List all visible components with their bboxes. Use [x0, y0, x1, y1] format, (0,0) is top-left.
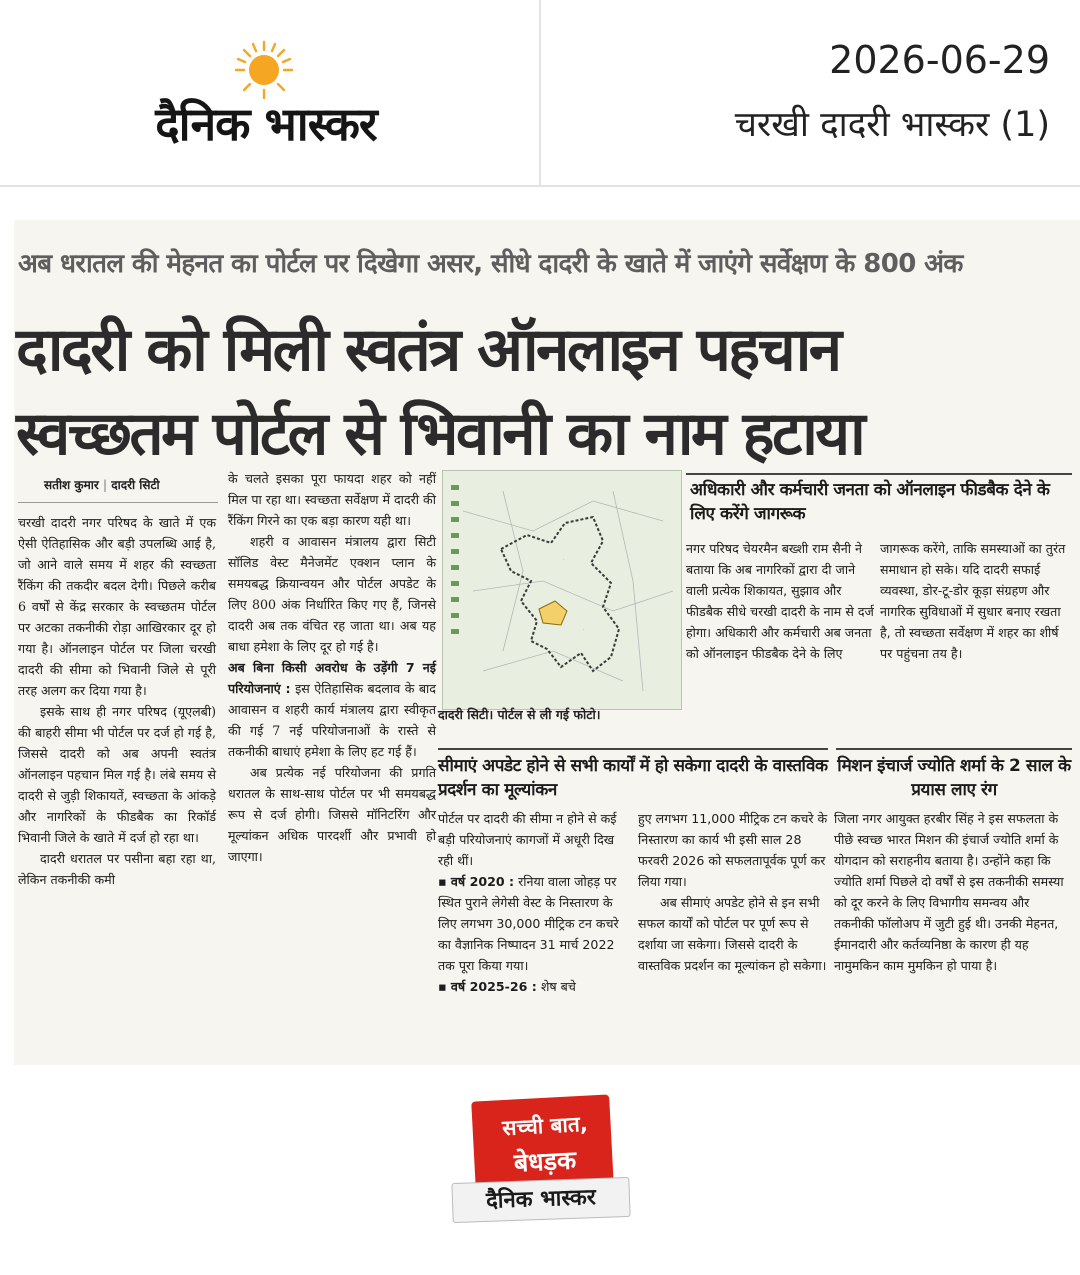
col2-paragraph: अब प्रत्येक नई परियोजना की प्रगति धरातल के साथ-साथ पोर्टल पर भी समयबद्ध रूप से दर्ज होगी। जिससे मॉनिटरिंग और मूल्यांकन अधिक पारदर्शी और प्रभावी हो जाएगा। — [228, 765, 436, 864]
subhead-rule — [686, 473, 1072, 475]
column-1 — [18, 512, 216, 890]
district-map-graphic — [443, 471, 682, 710]
logo-wordmark: दैनिक भास्कर — [155, 97, 377, 151]
column-2 — [228, 468, 436, 867]
article-kicker: अब धरातल की मेहनत का पोर्टल पर दिखेगा असर, सीधे दादरी के खाते में जाएंगे सर्वेक्षण के 800 अंक — [18, 249, 963, 279]
dainik-bhaskar-logo — [106, 40, 426, 152]
col2-paragraph: इस ऐतिहासिक बदलाव के बाद आवासन व शहरी कार्य मंत्रालय द्वारा स्वीकृत की गई 7 नई परियोजनाओं के रास्ते से तकनीकी बाधाएं हमेशा के लिए हट गई हैं। — [228, 681, 436, 759]
boundaries-paragraph: हुए लगभग 11,000 मीट्रिक टन कचरे के निस्तारण का कार्य भी इसी साल 28 फरवरी 2026 को सफलतापूर्वक पूर्ण कर लिया गया। — [638, 811, 828, 889]
map-caption: दादरी सिटी। पोर्टल से ली गई फोटो। — [438, 707, 601, 722]
headline-line-2: स्वच्छतम पोर्टल से भिवानी का नाम हटाया — [16, 399, 864, 469]
sun-icon — [234, 40, 294, 100]
stamp-tagline-1: सच्ची बात, — [501, 1111, 589, 1141]
byline-author: सतीश कुमार — [44, 478, 99, 492]
col2-paragraph: के चलते इसका पूरा फायदा शहर को नहीं मिल पा रहा था। स्वच्छता सर्वेक्षण में दादरी की रैंकिंग गिरने का एक बड़ा कारण यही था। — [228, 471, 436, 528]
boundaries-paragraph: रनिया वाला जोहड़ पर स्थित पुराने लेगेसी वेस्ट के निस्तारण के लिए लगभग 30,000 मीट्रिक टन कचरे का वैज्ञानिक निष्पादन 31 मार्च 2022 तक पूरा किया गया। — [438, 874, 619, 973]
boundaries-column-a — [438, 808, 630, 997]
stamp-tagline-2: बेधड़क — [513, 1145, 577, 1178]
portal-map-photo — [442, 470, 682, 710]
boundaries-paragraph: अब सीमाएं अपडेट होने से इन सभी सफल कार्यों को पोर्टल पर पूर्ण रूप से दर्शाया जा सकेगा। जिससे दादरी के वास्तविक प्रदर्शन का मूल्यांकन हो सकेगा। — [638, 895, 827, 973]
byline-place: दादरी सिटी — [111, 478, 160, 492]
byline-separator: | — [103, 478, 108, 492]
mission-incharge-column: जिला नगर आयुक्त हरबीर सिंह ने इस सफलता के पीछे स्वच्छ भारत मिशन की इंचार्ज ज्योति शर्मा के योगदान को सराहनीय बताया है। उन्होंने कहा कि ज्योति शर्मा पिछले दो वर्षों से इस तकनीकी समस्या को दूर करने के लिए विभागीय समन्वय और तकनीकी फॉलोअप में जुटी हुई थी। उनकी मेहनत, ईमानदारी और कर्तव्यनिष्ठा के कारण ही यह नामुमकिन काम मुमकिन हो पाया है। — [834, 811, 1064, 973]
year-2020-lead: ▪ वर्ष 2020 : — [438, 874, 515, 889]
subhead-rule — [438, 748, 828, 750]
subhead-rule — [836, 748, 1072, 750]
col2-lead: अब बिना किसी अवरोध के उड़ेंगी 7 नई परियोजनाएं : — [228, 660, 436, 696]
col2-paragraph: शहरी व आवासन मंत्रालय द्वारा सिटी सॉलिड वेस्ट मैनेजमेंट एक्शन प्लान के समयबद्ध क्रियान्वयन और पोर्टल अपडेट के लिए 800 अंक निर्धारित किए गए हैं, जिनसे दादरी अब तक वंचित रह जाता था। अब यह बाधा हमेशा के लिए दूर हो गई है। — [228, 534, 436, 654]
svg-text:·: · — [563, 557, 565, 563]
subhead-boundaries: सीमाएं अपडेट होने से सभी कार्यों में हो सकेगा दादरी के वास्तविक प्रदर्शन का मूल्यांकन — [438, 756, 828, 800]
subhead-feedback: अधिकारी और कर्मचारी जनता को ऑनलाइन फीडबैक देने के लिए करेंगे जागरूक — [690, 480, 1050, 524]
feedback-column-a: नगर परिषद चेयरमैन बख्शी राम सैनी ने बताया कि अब नागरिकों द्वारा दी जाने वाली प्रत्येक शिकायत, सुझाव और फीडबैक सीधे चरखी दादरी के नाम से दर्ज होगा। अधिकारी और कर्मचारी अब जनता को ऑनलाइन फीडबैक देने के लिए — [686, 541, 874, 661]
adjacent-article-edge — [1072, 260, 1080, 1060]
svg-text:·: · — [583, 627, 585, 633]
col1-paragraph: चरखी दादरी नगर परिषद के खाते में एक ऐसी ऐतिहासिक और बड़ी उपलब्धि आई है, जो आने वाले समय में शहर की स्वच्छता रैंकिंग की तकदीर बदल देगी। पिछले करीब 6 वर्षों से केंद्र सरकार के स्वच्छतम पोर्टल पर अटका तकनीकी रोड़ा आखिरकार दूर हो गया है। ऑनलाइन पोर्टल पर जिला चरखी दादरी की सीमा को भिवानी जिले से पूरी तरह अलग कर दिया गया है। — [18, 515, 216, 698]
year-2025-lead: ▪ वर्ष 2025-26 : — [438, 979, 537, 994]
edition-name: चरखी दादरी भास्कर (1) — [734, 105, 1050, 145]
news-clipping[interactable] — [14, 220, 1080, 1065]
headline-line-1: दादरी को मिली स्वतंत्र ऑनलाइन पहचान — [16, 315, 840, 385]
byline — [44, 476, 160, 493]
boundaries-column-b — [638, 808, 828, 976]
boundaries-paragraph: शेष बचे — [540, 979, 576, 994]
sachchi-baat-stamp — [452, 1098, 632, 1232]
boundaries-paragraph: पोर्टल पर दादरी की सीमा न होने से कई बड़ी परियोजनाएं कागजों में अधूरी दिख रही थीं। — [438, 811, 617, 868]
stamp-brand: दैनिक भास्कर — [485, 1185, 597, 1214]
col1-paragraph: दादरी धरातल पर पसीना बहा रहा था, लेकिन तकनीकी कमी — [18, 851, 216, 887]
stamp-brand-bar — [451, 1177, 630, 1223]
col1-paragraph: इसके साथ ही नगर परिषद (यूएलबी) की बाहरी सीमा भी पोर्टल पर दर्ज हो गई है, जिससे दादरी को अब अपनी स्वतंत्र ऑनलाइन पहचान मिल गई है। लंबे समय से दादरी से जुड़ी शिकायतें, स्वच्छता के आंकड़े और नागरिकों के फीडबैक का रिकॉर्ड भिवानी जिले के खाते में दर्ज हो रहा था। — [18, 704, 216, 845]
edition-date: 2026-06-29 — [829, 38, 1050, 82]
header-divider — [539, 0, 541, 187]
edition-header — [0, 0, 1080, 187]
svg-text:·: · — [523, 587, 525, 593]
feedback-column-b: जागरूक करेंगे, ताकि समस्याओं का तुरंत समाधान हो सके। यदि दादरी सफाई व्यवस्था, डोर-टू-डोर कूड़ा संग्रहण और नागरिक सुविधाओं में सुधार बनाए रखता है, तो स्वच्छता सर्वेक्षण में शहर का शीर्ष पर पहुंचना तय है। — [880, 541, 1066, 661]
subhead-mission-incharge: मिशन इंचार्ज ज्योति शर्मा के 2 साल के प्रयास लाए रंग — [837, 756, 1071, 800]
byline-rule — [18, 502, 218, 503]
